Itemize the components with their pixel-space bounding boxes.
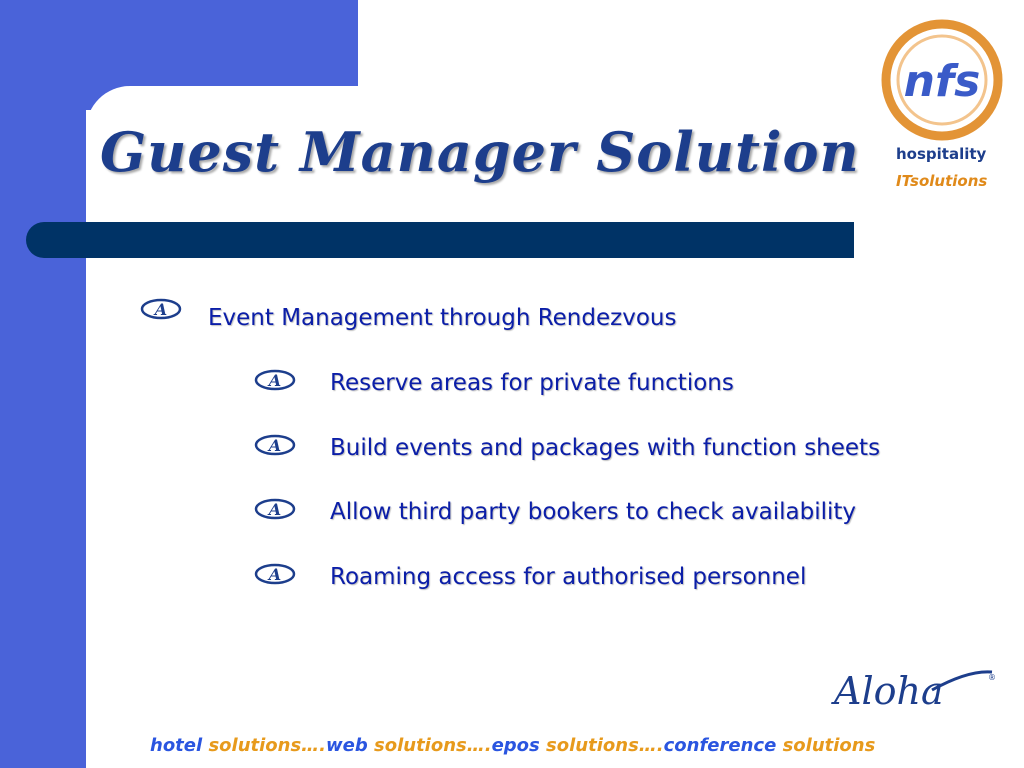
left-blue-band	[0, 0, 86, 768]
bullet-roaming-access: Roaming access for authorised personnel	[330, 564, 807, 590]
svg-text:A: A	[154, 300, 168, 319]
svg-text:A: A	[268, 565, 282, 584]
aloha-bullet-icon	[140, 298, 182, 320]
logo-hospitality-text: hospitality	[896, 145, 987, 163]
footer-segment: solutions….	[546, 735, 664, 756]
bullet-event-management: Event Management through Rendezvous	[208, 305, 677, 331]
slide-title: Guest Manager Solution	[100, 120, 860, 184]
logo-it-prefix: IT	[896, 172, 911, 190]
aloha-bullet-icon	[254, 563, 296, 585]
svg-text:A: A	[268, 436, 282, 455]
svg-text:A: A	[268, 500, 282, 519]
bullet-build-events: Build events and packages with function sheets	[330, 435, 881, 461]
aloha-bullet-icon	[254, 434, 296, 456]
footer-segment: solutions….	[374, 735, 492, 756]
aloha-bullet-icon	[254, 369, 296, 391]
logo-solutions-suffix: solutions	[910, 172, 988, 190]
footer-segment: hotel	[150, 735, 209, 756]
bullet-reserve-areas: Reserve areas for private functions	[330, 370, 734, 396]
svg-text:®: ®	[988, 673, 996, 682]
aloha-bullet-icon	[254, 498, 296, 520]
footer-segment: solutions	[782, 735, 876, 756]
svg-text:A: A	[268, 371, 282, 390]
bullet-third-party-bookers: Allow third party bookers to check availability	[330, 499, 857, 525]
footer-segment: conference	[663, 735, 783, 756]
title-underline-bar	[26, 222, 854, 258]
footer-segment: solutions….	[208, 735, 327, 756]
svg-text:nfs: nfs	[903, 56, 981, 107]
logo-itsolutions-text	[896, 172, 987, 190]
aloha-logo-icon	[828, 660, 1000, 716]
svg-text:Aloha: Aloha	[834, 669, 944, 713]
nfs-logo-icon	[880, 18, 1004, 142]
footer-tagline	[150, 735, 980, 756]
footer-segment: web	[326, 735, 375, 756]
footer-segment: epos	[491, 735, 547, 756]
